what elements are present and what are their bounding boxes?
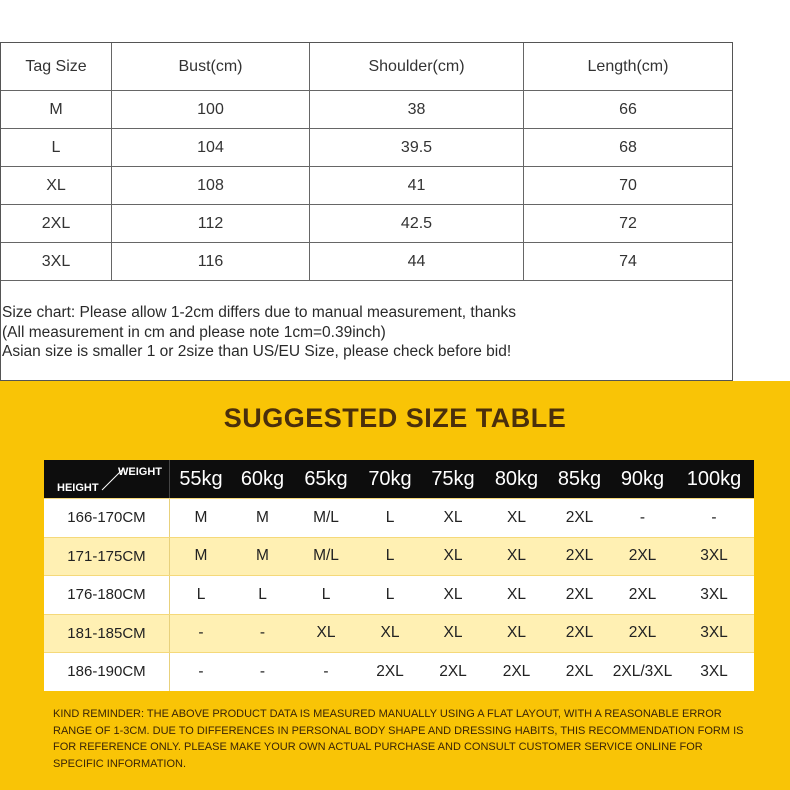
size-cell: - (711, 508, 717, 526)
weight-header-cell: 75kg (431, 467, 475, 490)
size-cell: 2XL (565, 662, 594, 680)
weight-header-cell: 100kg (686, 467, 742, 490)
size-cell: XL (507, 547, 526, 565)
height-cell: 176-180CM (44, 576, 170, 614)
measurement-cell: 112 (112, 205, 310, 243)
measurement-cell: 39.5 (310, 129, 524, 167)
size-cell: XL (316, 624, 336, 642)
measurement-table-panel (0, 42, 733, 381)
measurement-cell: M (1, 91, 112, 129)
height-cell: 181-185CM (44, 615, 170, 653)
size-cell: M/L (313, 508, 339, 526)
size-cell: 2XL (376, 662, 404, 680)
measurement-note-line: (All measurement in cm and please note 1cm=0.39inch) (2, 323, 386, 341)
weight-axis-label: WEIGHT (118, 466, 162, 478)
size-cell: XL (443, 547, 463, 565)
measurement-cell: 108 (112, 167, 310, 205)
size-row (44, 575, 754, 614)
size-cell: XL (507, 585, 526, 603)
measurement-header-cell: Tag Size (1, 43, 112, 91)
height-weight-corner (44, 460, 170, 498)
weight-header-cell: 60kg (240, 467, 285, 490)
size-row (44, 537, 754, 576)
weight-header-cell: 65kg (304, 467, 348, 490)
suggested-size-section (0, 381, 790, 790)
size-cell: 3XL (700, 547, 728, 565)
measurement-cell: 42.5 (310, 205, 524, 243)
size-cell: L (258, 585, 267, 603)
size-cell: 3XL (700, 624, 728, 642)
size-row (44, 614, 754, 653)
measurement-cell: L (1, 129, 112, 167)
size-cell: - (259, 624, 266, 642)
size-cell: - (198, 624, 204, 642)
height-axis-label: HEIGHT (57, 482, 99, 494)
size-cell: XL (380, 624, 400, 642)
size-cell: 2XL (628, 624, 657, 642)
measurement-cell: 44 (310, 243, 524, 281)
suggested-size-body (44, 498, 754, 691)
weight-header-row (44, 460, 754, 498)
measurement-cell: 38 (310, 91, 524, 129)
size-cell: L (321, 585, 331, 603)
size-cell: 2XL (439, 662, 467, 680)
size-cell: XL (507, 508, 526, 526)
size-cell: 2XL (628, 585, 657, 603)
weight-header-cell: 70kg (368, 467, 412, 490)
measurement-cell: 70 (524, 167, 732, 205)
size-cell: M (194, 547, 208, 565)
size-cell: L (385, 508, 395, 526)
measurement-cell: 68 (524, 129, 732, 167)
height-cell: 171-175CM (44, 538, 170, 576)
measurement-cell: 116 (112, 243, 310, 281)
size-cell: L (385, 547, 395, 565)
weight-header-cell: 90kg (620, 467, 665, 490)
size-row (44, 652, 754, 691)
measurement-header-cell: Length(cm) (524, 43, 732, 91)
suggested-title: SUGGESTED SIZE TABLE (223, 403, 567, 433)
kind-reminder-text: KIND REMINDER: THE ABOVE PRODUCT DATA IS MEASURED MANUALLY USING A FLAT LAYOUT, WITH A REASONABLE ERROR RANGE OF 1-3CM. DUE TO DIFFERENCES IN PERSONAL BODY SHAPE AND DRESSING HABITS, THIS RECOMMENDATION FORM IS FOR REFERENCE ONLY. PLEASE MAKE YOUR OWN ACTUAL PURCHASE AND CONSULT CUSTOMER SERVICE ONLINE FOR SPECIFIC INFORMATION. (53, 708, 744, 770)
measurement-cell: 100 (112, 91, 310, 129)
size-cell: L (196, 585, 206, 603)
size-cell: L (385, 585, 395, 603)
size-cell: 2XL (628, 547, 657, 565)
size-cell: XL (443, 508, 463, 526)
size-cell: M (256, 508, 269, 526)
measurement-cell: 3XL (1, 243, 112, 281)
size-cell: 2XL (565, 547, 594, 565)
size-cell: - (323, 662, 329, 680)
size-cell: 2XL (565, 624, 594, 642)
size-cell: M/L (313, 547, 339, 565)
measurement-note-line: Asian size is smaller 1 or 2size than US/EU Size, please check before bid! (2, 343, 512, 360)
size-row (44, 498, 754, 537)
size-cell: - (639, 508, 646, 526)
measurement-cell: 41 (310, 167, 524, 205)
weight-header-cell: 55kg (179, 467, 223, 490)
size-cell: M (256, 547, 269, 565)
size-cell: 3XL (700, 585, 728, 603)
size-cell: 2XL (502, 662, 531, 680)
size-cell: 3XL (700, 662, 728, 680)
height-cell: 166-170CM (44, 499, 170, 537)
measurement-cell: XL (1, 167, 112, 205)
measurement-cell: 104 (112, 129, 310, 167)
size-cell: - (198, 662, 204, 680)
measurement-table (1, 43, 732, 281)
size-cell: XL (443, 624, 463, 642)
size-cell: M (194, 508, 208, 526)
size-cell: 2XL/3XL (612, 662, 673, 680)
measurement-cell: 2XL (1, 205, 112, 243)
weight-header-cell: 85kg (557, 467, 602, 490)
height-cell: 186-190CM (44, 653, 170, 691)
size-cell: XL (507, 624, 526, 642)
weight-header-cell: 80kg (494, 467, 539, 490)
measurement-notes (1, 281, 732, 362)
size-cell: 2XL (565, 508, 594, 526)
measurement-header-cell: Bust(cm) (112, 43, 310, 91)
size-cell: - (259, 662, 266, 680)
measurement-cell: 74 (524, 243, 732, 281)
measurement-header-cell: Shoulder(cm) (310, 43, 524, 91)
size-cell: 2XL (565, 585, 594, 603)
measurement-cell: 72 (524, 205, 732, 243)
size-cell: XL (443, 585, 463, 603)
measurement-cell: 66 (524, 91, 732, 129)
suggested-size-table (44, 460, 754, 691)
measurement-note-line: Size chart: Please allow 1-2cm differs due to manual measurement, thanks (2, 304, 517, 321)
